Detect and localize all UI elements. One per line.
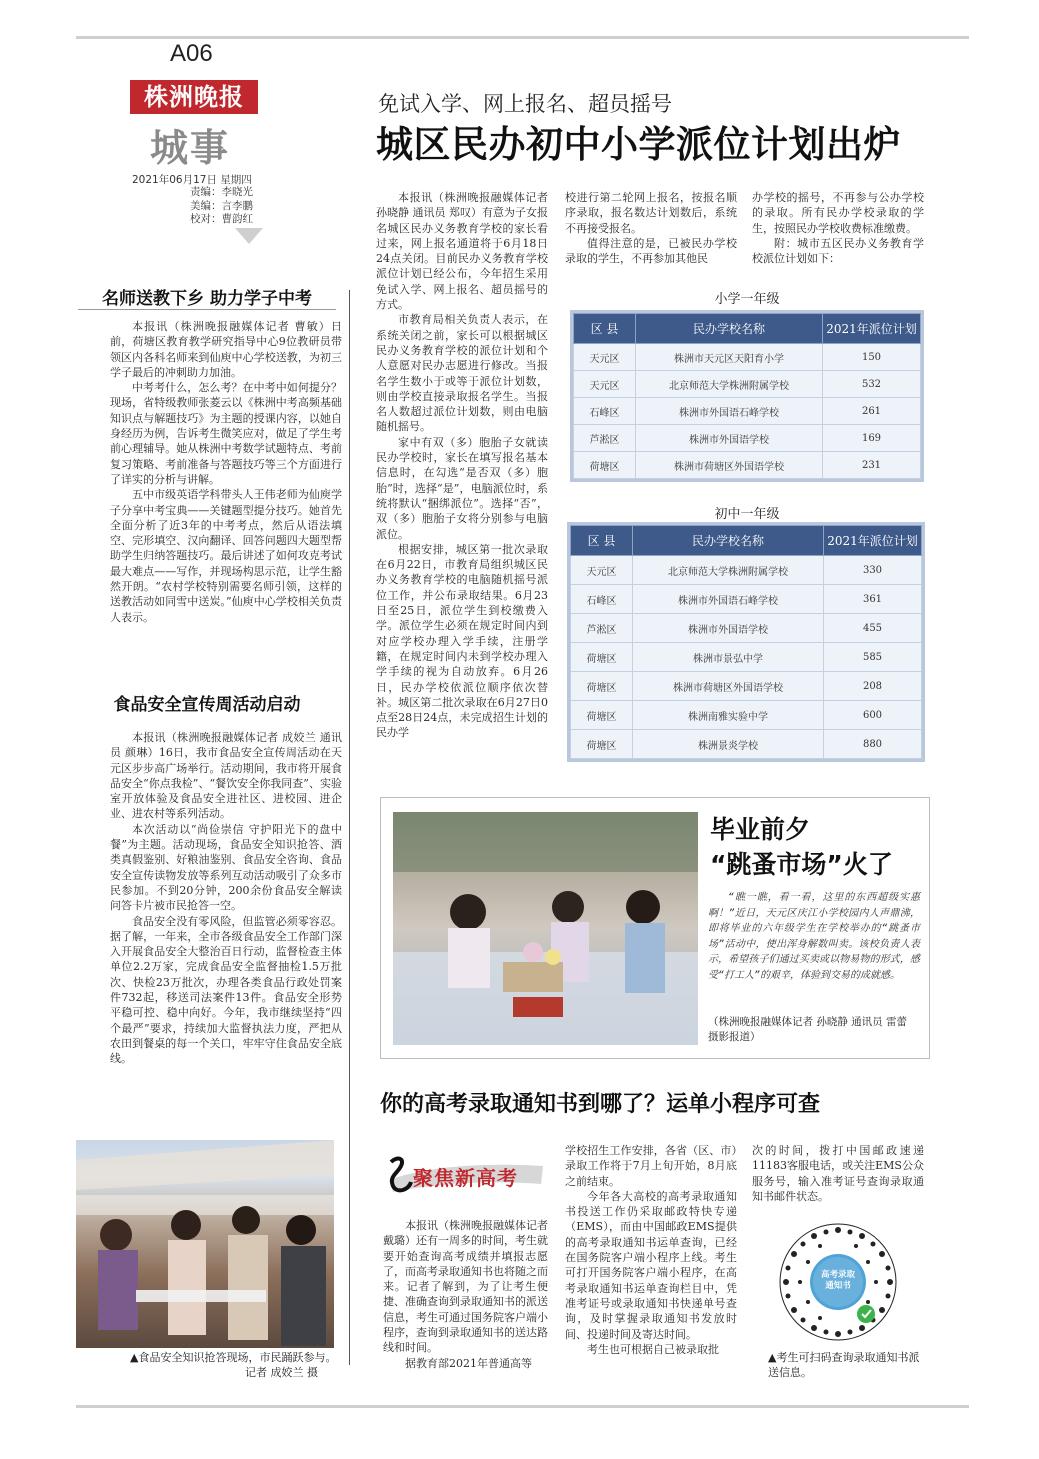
left-article1-title: 名师送教下乡 助力学子中考 bbox=[102, 289, 312, 309]
column-divider bbox=[349, 290, 350, 1365]
table-row bbox=[571, 701, 922, 730]
table-cell: 荷塘区 bbox=[571, 672, 633, 701]
table-row bbox=[574, 398, 921, 425]
table-cell: 880 bbox=[824, 730, 922, 759]
qr-caption: ▲考生可扫码查询录取通知书派送信息。 bbox=[768, 1351, 920, 1379]
paragraph: 根据安排，城区第一批次录取在6月22日，市教育局组织城区民办义务教育学校的电脑随机摇号派位工作，并公布录取结果。6月23日至25日，派位学生到校缴费入学。派位学生必须在规定时间内到对应学校办理入学手续，注册学籍，在规定时间内未到学校办理入学手续的视为自动放弃。6月26日，民办学校依派位顺序依次替补。城区第二批次录取在6月27日0点至28日24点，未完成招生计划的民办学 bbox=[376, 542, 548, 740]
top-rule bbox=[76, 36, 969, 39]
column-header: 民办学校名称 bbox=[636, 314, 823, 344]
primary-table-frame bbox=[570, 310, 924, 482]
paragraph: 食品安全没有零风险，但监管必须零容忍。据了解，一年来，全市各级食品安全工作部门深入开展食品安全大整治百日行动，监督检查主体单位2.2万家，完成食品安全监督抽检1.5万批次、快检23万批次，办理各类食品行政处罚案件732起，移送司法案件13件。食品安全形势平稳可控、稳中向好。今年，我市继续坚持“四个最严”要求，持续加大监督执法力度，严把从农田到餐桌的每一个关口，牢牢守住食品安全底线。 bbox=[110, 914, 342, 1066]
table-cell: 天元区 bbox=[574, 344, 636, 371]
page-number: A06 bbox=[170, 40, 213, 67]
title-underline bbox=[78, 309, 336, 310]
table-row bbox=[571, 672, 922, 701]
qr-label-line: 通知书 bbox=[825, 1281, 851, 1291]
left-article2-body bbox=[110, 730, 342, 1122]
table-row bbox=[571, 614, 922, 643]
food-photo-credit: 记者 成姣兰 摄 bbox=[245, 1366, 318, 1379]
table-cell: 天元区 bbox=[571, 556, 633, 585]
middle-table bbox=[570, 525, 922, 759]
issue-date: 2021年06月17日 星期四 bbox=[132, 174, 252, 186]
primary-table-title: 小学一年级 bbox=[714, 292, 780, 307]
paragraph: 市教育局相关负责人表示，在系统关闭之前，家长可以根据城区民办义务教育学校的派位计划和个人意愿对民办志愿进行修改。当报名学生数小于或等于派位计划数，则由学校直接录取报名学生。当报名人数超过派位计划数，则由电脑随机摇号。 bbox=[376, 313, 548, 434]
gaokao-headline: 你的高考录取通知书到哪了？运单小程序可查 bbox=[380, 1092, 821, 1117]
paragraph: 本报讯（株洲晚报融媒体记者 孙晓静 通讯员 郑叹）有意为子女报名城区民办义务教育学校的家长看过来，网上报名通道将于6月18日24点关闭。目前民办义务教育学校派位计划已经公布，今年招生采用免试入学、网上报名、超员摇号的方式。 bbox=[376, 191, 548, 312]
primary-table bbox=[573, 313, 921, 479]
column-header: 区 县 bbox=[571, 526, 633, 556]
photo-illustration bbox=[76, 1140, 334, 1348]
table-cell: 169 bbox=[823, 425, 921, 452]
flea-market-credit: （株洲晚报融媒体记者 孙晓静 通讯员 雷蕾 摄影报道） bbox=[708, 1016, 908, 1043]
food-photo-caption: ▲食品安全知识抢答现场，市民踊跃参与。 bbox=[130, 1351, 337, 1364]
table-row bbox=[574, 425, 921, 452]
editor-line: 美编：言李鹏 bbox=[190, 199, 253, 212]
table-cell: 株洲市景弘中学 bbox=[633, 643, 824, 672]
paragraph: 家中有双（多）胞胎子女就读民办学校时，家长在填写报名基本信息时，在勾选“是否双（多）胞胎”时，选择“是”，电脑派位时，系统将默认“捆绑派位”。选择“否”，双（多）胞胎子女将分别参与电脑派位。 bbox=[376, 435, 548, 541]
paragraph: 附：城市五区民办义务教育学校派位计划如下： bbox=[752, 236, 924, 266]
table-cell: 石峰区 bbox=[574, 398, 636, 425]
editor-line: 责编：李晓光 bbox=[190, 186, 253, 198]
table-cell: 株洲南雅实验中学 bbox=[633, 701, 824, 730]
paragraph: 值得注意的是，已被民办学校录取的学生，不再参加其他民 bbox=[565, 236, 737, 266]
table-row bbox=[574, 371, 921, 398]
qr-center-label bbox=[814, 1270, 862, 1292]
editor-line: 校对：曹韵红 bbox=[190, 213, 253, 225]
flea-market-text: “瞧一瞧，看一看，这里的东西超级实惠啊！”近日，天元区庆江小学校园内人声鼎沸，即将毕业的六年级学生在学校举办的“跳蚤市场”活动中，使出浑身解数叫卖。该校负责人表示，希望孩子们通过买卖或以物易物的形式，感受“打工人”的艰辛，体验到交易的成就感。 bbox=[708, 892, 920, 981]
main-article-col1 bbox=[376, 190, 548, 755]
paragraph: 本报讯（株洲晚报融媒体记者 曹敏）日前，荷塘区教育教学研究指导中心9位教研员带领区内各科名师来到仙庾中心学校送教，为初三学子最后的冲刺助力加油。 bbox=[110, 320, 342, 379]
middle-table-frame bbox=[567, 522, 925, 762]
table-row bbox=[574, 344, 921, 371]
paragraph: 据教育部2021年普通高等 bbox=[405, 1356, 532, 1370]
table-row bbox=[574, 452, 921, 479]
paragraph: 办学校的摇号，不再参与公办学校的录取。所有民办学校录取的学生，按照民办学校收费标准缴费。 bbox=[752, 191, 924, 235]
table-cell: 荷塘区 bbox=[574, 452, 636, 479]
table-cell: 株洲市荷塘区外国语学校 bbox=[633, 672, 824, 701]
table-cell: 天元区 bbox=[574, 371, 636, 398]
table-cell: 荷塘区 bbox=[571, 643, 633, 672]
left-article1-body bbox=[110, 319, 342, 669]
main-article-col3 bbox=[752, 190, 924, 270]
paragraph: 考生也可根据自己被录取批 bbox=[587, 1342, 719, 1356]
editors-block bbox=[190, 186, 253, 227]
paragraph: 今年各大高校的高考录取通知书投送工作仍采取邮政特快专递（EMS），而由中国邮政EMS提供的高考录取通知书运单查询，已经在国务院客户端小程序上线。考生可打开国务院客户端小程序，在高考录取通知书运单查询栏目中，凭准考证号或录取通知书快递单号查询，及时掌握录取通知书发放时间、投递时间及寄达时间。 bbox=[565, 1189, 737, 1341]
table-cell: 北京师范大学株洲附属学校 bbox=[633, 556, 824, 585]
table-cell: 石峰区 bbox=[571, 585, 633, 614]
table-cell: 芦淞区 bbox=[571, 614, 633, 643]
table-cell: 株洲市天元区天阳育小学 bbox=[636, 344, 823, 371]
flea-market-photo bbox=[393, 812, 698, 1045]
table-cell: 荷塘区 bbox=[571, 701, 633, 730]
main-kicker: 免试入学、网上报名、超员摇号 bbox=[378, 92, 672, 116]
table-row bbox=[571, 556, 922, 585]
focus-gaokao-text: 聚焦新高考 bbox=[413, 1166, 518, 1190]
table-cell: 株洲景炎学校 bbox=[633, 730, 824, 759]
table-cell: 株洲市荷塘区外国语学校 bbox=[636, 452, 823, 479]
left-article2-title: 食品安全宣传周活动启动 bbox=[113, 695, 301, 715]
gaokao-col1 bbox=[383, 1218, 548, 1373]
table-cell: 600 bbox=[824, 701, 922, 730]
section-title: 城事 bbox=[150, 125, 231, 170]
column-header: 2021年派位计划 bbox=[824, 526, 922, 556]
food-safety-photo bbox=[76, 1140, 334, 1348]
table-cell: 株洲市外国语石峰学校 bbox=[636, 398, 823, 425]
middle-table-title: 初中一年级 bbox=[714, 507, 780, 522]
table-cell: 261 bbox=[823, 398, 921, 425]
mini-program-qr-code[interactable] bbox=[778, 1222, 898, 1342]
paragraph: 校进行第二轮网上报名，按报名顺序录取，报名数达计划数后，系统不再接受报名。 bbox=[565, 191, 737, 235]
table-cell: 455 bbox=[824, 614, 922, 643]
table-cell: 株洲市外国语学校 bbox=[636, 425, 823, 452]
table-cell: 荷塘区 bbox=[571, 730, 633, 759]
table-cell: 150 bbox=[823, 344, 921, 371]
table-cell: 芦淞区 bbox=[574, 425, 636, 452]
table-cell: 231 bbox=[823, 452, 921, 479]
gaokao-col3 bbox=[752, 1143, 924, 1213]
table-row bbox=[571, 585, 922, 614]
bottom-rule bbox=[76, 1405, 969, 1408]
column-header: 区 县 bbox=[574, 314, 636, 344]
paragraph: 中考考什么，怎么考？在中考中如何提分？现场，省特级教师张菱云以《株洲中考高频基础知识点与解题技巧》为主题的授课内容，以她自身经历为例，告诉考生微笑应对，做足了学生考前心理辅导。她从株洲中考数学试题特点、考前复习策略、考前准备与答题技巧等三个方面进行了详实的分析与讲解。 bbox=[110, 381, 342, 486]
table-row bbox=[571, 643, 922, 672]
table-cell: 北京师范大学株洲附属学校 bbox=[636, 371, 823, 398]
focus-gaokao-logo bbox=[383, 1150, 548, 1198]
header-arrow bbox=[235, 228, 263, 244]
gaokao-col2 bbox=[565, 1143, 737, 1373]
table-cell: 330 bbox=[824, 556, 922, 585]
paragraph: 学校招生工作安排，各省（区、市）录取工作将于7月上旬开始，8月底之前结束。 bbox=[565, 1144, 737, 1188]
paragraph: 五中市级英语学科带头人王伟老师为仙庾学子分享中考宝典——关键题型提分技巧。她首先全面分析了近3年的中考考点，然后从语法填空、完形填空、汉向翻译、回答问题四大题型帮助学生归纳答题技巧。最后讲述了如何攻克考试最大难点——写作，并现场构思示范，让学生豁然开朗。“农村学校特别需要名师引领，这样的送教活动如同雪中送炭。”仙庾中心学校相关负责人表示。 bbox=[110, 488, 342, 624]
table-cell: 株洲市外国语石峰学校 bbox=[633, 585, 824, 614]
table-cell: 532 bbox=[823, 371, 921, 398]
flea-title-line1: 毕业前夕 bbox=[710, 815, 811, 844]
table-cell: 585 bbox=[824, 643, 922, 672]
table-row bbox=[571, 730, 922, 759]
main-article-col2 bbox=[565, 190, 737, 270]
table-cell: 208 bbox=[824, 672, 922, 701]
table-cell: 361 bbox=[824, 585, 922, 614]
table-cell: 株洲市外国语学校 bbox=[633, 614, 824, 643]
qr-label-line: 高考录取 bbox=[820, 1270, 855, 1280]
paragraph: 本次活动以“尚俭崇信 守护阳光下的盘中餐”为主题。活动现场，食品安全知识抢答、酒类真假鉴别、好粮油鉴别、食品安全咨询、食品安全宣传读物发放等系列互动活动吸引了众多市民参加。不到20分钟，200余份食品安全解读问答卡片被市民抢答一空。 bbox=[110, 822, 342, 913]
flea-title-line2: “跳蚤市场”火了 bbox=[710, 850, 893, 879]
masthead-logo: 株洲晚报 bbox=[130, 80, 258, 114]
paragraph: 本报讯（株洲晚报融媒体记者 戴璐）还有一周多的时间，考生就要开始查询高考成绩并填报志愿了，而高考录取通知书也将随之而来。记者了解到，为了让考生便捷、准确查询到录取通知书的派送信息，考生可通过国务院客户端小程序，查询到录取通知书的送达路线和时间。 bbox=[383, 1219, 548, 1355]
column-header: 民办学校名称 bbox=[633, 526, 824, 556]
photo-illustration bbox=[393, 812, 698, 1045]
paragraph: 本报讯（株洲晚报融媒体记者 成姣兰 通讯员 颜琳）16日，我市食品安全宣传周活动在天元区步步高广场举行。活动期间，我市将开展食品安全“你点我检”、“餐饮安全你我同查”、实验室开放体验及食品安全进社区、进校园、进企业、进农村等系列活动。 bbox=[110, 731, 342, 821]
main-headline: 城区民办初中小学派位计划出炉 bbox=[376, 123, 901, 166]
paragraph: 次的时间，拨打中国邮政速递11183客服电话，或关注EMS公众服务号，输入准考证号查询录取通知书邮件状态。 bbox=[752, 1144, 924, 1203]
column-header: 2021年派位计划 bbox=[823, 314, 921, 344]
